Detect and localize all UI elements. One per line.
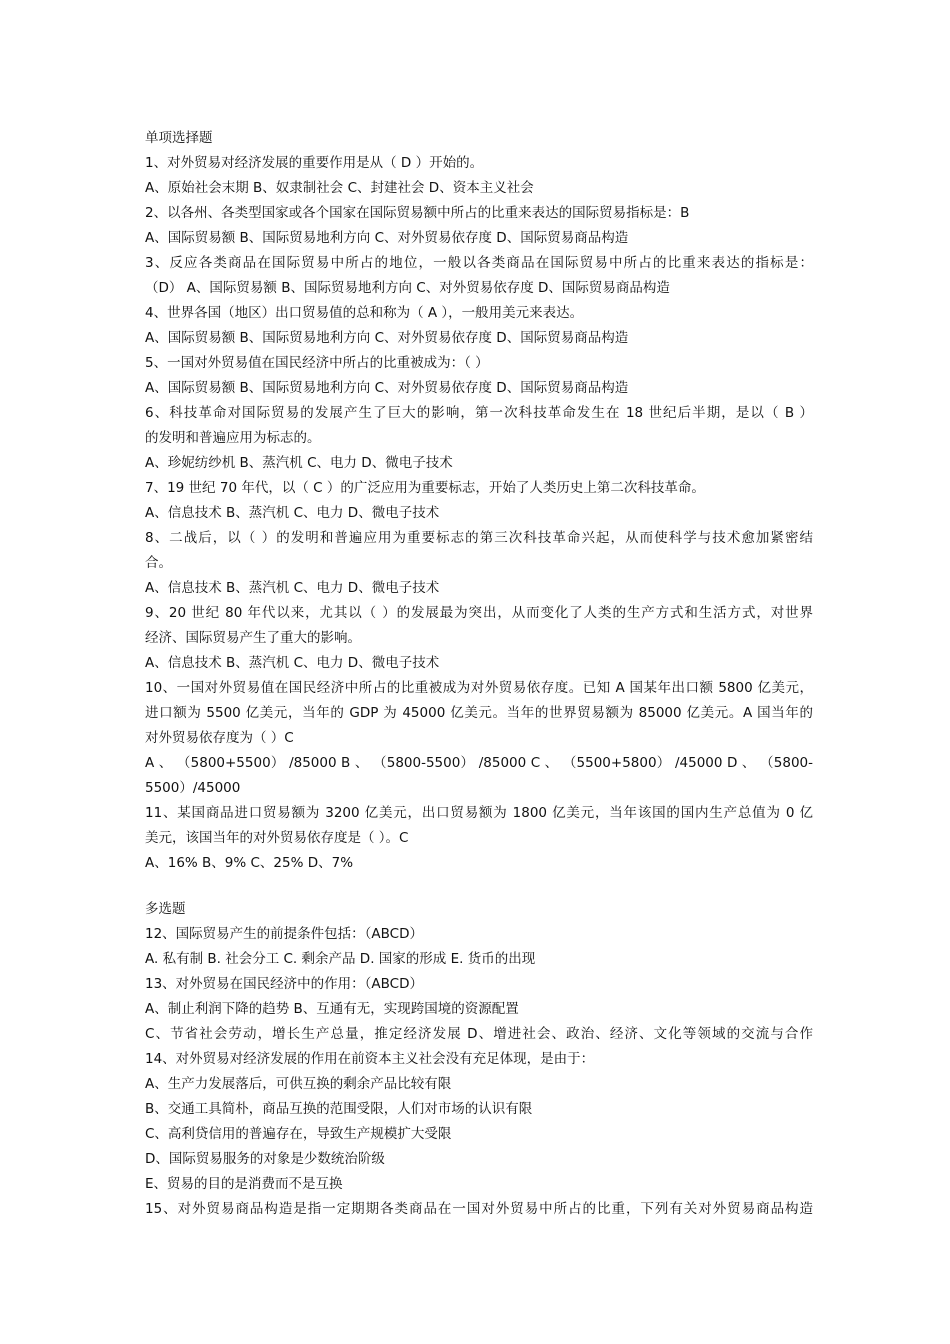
text-line: 13、对外贸易在国民经济中的作用：（ABCD） [145,976,424,992]
text-line: 11、某国商品进口贸易额为 3200 亿美元，出口贸易额为 1800 亿美元，当年该国的国内生产总值为 0 亿 [145,805,813,821]
text-line: A、信息技术 B、蒸汽机 C、电力 D、微电子技术 [145,580,440,596]
text-line: 4、世界各国（地区）出口贸易值的总和称为（ A ），一般用美元来表达。 [145,305,584,321]
text-line: 5500）/45000 [145,780,241,796]
text-line: 6、科技革命对国际贸易的发展产生了巨大的影响，第一次科技革命发生在 18 世纪后半期，是以（ B ） [145,405,813,421]
text-line: A. 私有制 B. 社会分工 C. 剩余产品 D. 国家的形成 E. 货币的出现 [145,951,536,967]
question-list [145,922,813,1222]
question-list [145,151,813,876]
text-line: 2、以各州、各类型国家或各个国家在国际贸易额中所占的比重来表达的国际贸易指标是：B [145,205,690,221]
text-line: 12、国际贸易产生的前提条件包括：（ABCD） [145,926,424,942]
text-line: C、高利贷信用的普遍存在，导致生产规模扩大受限 [145,1126,452,1142]
text-line: A、原始社会末期 B、奴隶制社会 C、封建社会 D、资本主义社会 [145,180,534,196]
text-line: 美元，该国当年的对外贸易依存度是（ ）。C [145,830,409,846]
text-line: 经济、国际贸易产生了重大的影响。 [145,630,361,646]
text-line: 8、二战后，以（ ）的发明和普遍应用为重要标志的第三次科技革命兴起，从而使科学与技术愈加紧密结 [145,530,813,546]
text-line: 7、19 世纪 70 年代，以（ C ）的广泛应用为重要标志，开始了人类历史上第二次科技革命。 [145,480,705,496]
single-choice-section [145,126,813,876]
text-line: 1、对外贸易对经济发展的重要作用是从（ D ）开始的。 [145,155,484,171]
text-line: 对外贸易依存度为（ ）C [145,730,294,746]
text-line: 10、一国对外贸易值在国民经济中所占的比重被成为对外贸易依存度。已知 A 国某年出口额 5800 亿美元， [145,680,813,696]
text-line: （D） A、国际贸易额 B、国际贸易地利方向 C、对外贸易依存度 D、国际贸易商品构造 [145,280,670,296]
text-line: 3、反应各类商品在国际贸易中所占的地位，一般以各类商品在国际贸易中所占的比重来表达的指标是： [145,255,813,271]
text-line: 合。 [145,555,172,571]
text-line: D、国际贸易服务的对象是少数统治阶级 [145,1151,385,1167]
text-line: E、贸易的目的是消费而不是互换 [145,1176,343,1192]
text-line: A、国际贸易额 B、国际贸易地利方向 C、对外贸易依存度 D、国际贸易商品构造 [145,330,629,346]
text-line: A、国际贸易额 B、国际贸易地利方向 C、对外贸易依存度 D、国际贸易商品构造 [145,380,629,396]
text-line: 的发明和普遍应用为标志的。 [145,430,321,446]
multiple-choice-section [145,897,813,1222]
text-line: A、制止利润下降的趋势 B、互通有无，实现跨国境的资源配置 [145,1001,519,1017]
section-title: 单项选择题 [145,130,213,146]
text-line: 进口额为 5500 亿美元，当年的 GDP 为 45000 亿美元。当年的世界贸易额为 85000 亿美元。A 国当年的 [145,705,813,721]
text-line: C、节省社会劳动，增长生产总量，推定经济发展 D、增进社会、政治、经济、文化等领域的交流与合作 [145,1026,813,1042]
text-line: A、生产力发展落后，可供互换的剩余产品比较有限 [145,1076,452,1092]
text-line: A、珍妮纺纱机 B、蒸汽机 C、电力 D、微电子技术 [145,455,453,471]
text-line: 14、对外贸易对经济发展的作用在前资本主义社会没有充足体现，是由于： [145,1051,595,1067]
text-line: A、国际贸易额 B、国际贸易地利方向 C、对外贸易依存度 D、国际贸易商品构造 [145,230,629,246]
text-line: A、16% B、9% C、25% D、7% [145,855,354,871]
text-line: A 、 （5800+5500） /85000 B 、 （5800-5500） /85000 C 、 （5500+5800） /45000 D 、 （5800- [145,755,813,771]
text-line: B、交通工具简朴，商品互换的范围受限，人们对市场的认识有限 [145,1101,533,1117]
text-line: 15、对外贸易商品构造是指一定期期各类商品在一国对外贸易中所占的比重，下列有关对外贸易商品构造 [145,1201,813,1217]
text-line: A、信息技术 B、蒸汽机 C、电力 D、微电子技术 [145,655,440,671]
section-title: 多选题 [145,901,186,917]
text-line: A、信息技术 B、蒸汽机 C、电力 D、微电子技术 [145,505,440,521]
text-line: 5、一国对外贸易值在国民经济中所占的比重被成为：（ ） [145,355,489,371]
text-line: 9、20 世纪 80 年代以来，尤其以（ ）的发展最为突出，从而变化了人类的生产方式和生活方式，对世界 [145,605,813,621]
